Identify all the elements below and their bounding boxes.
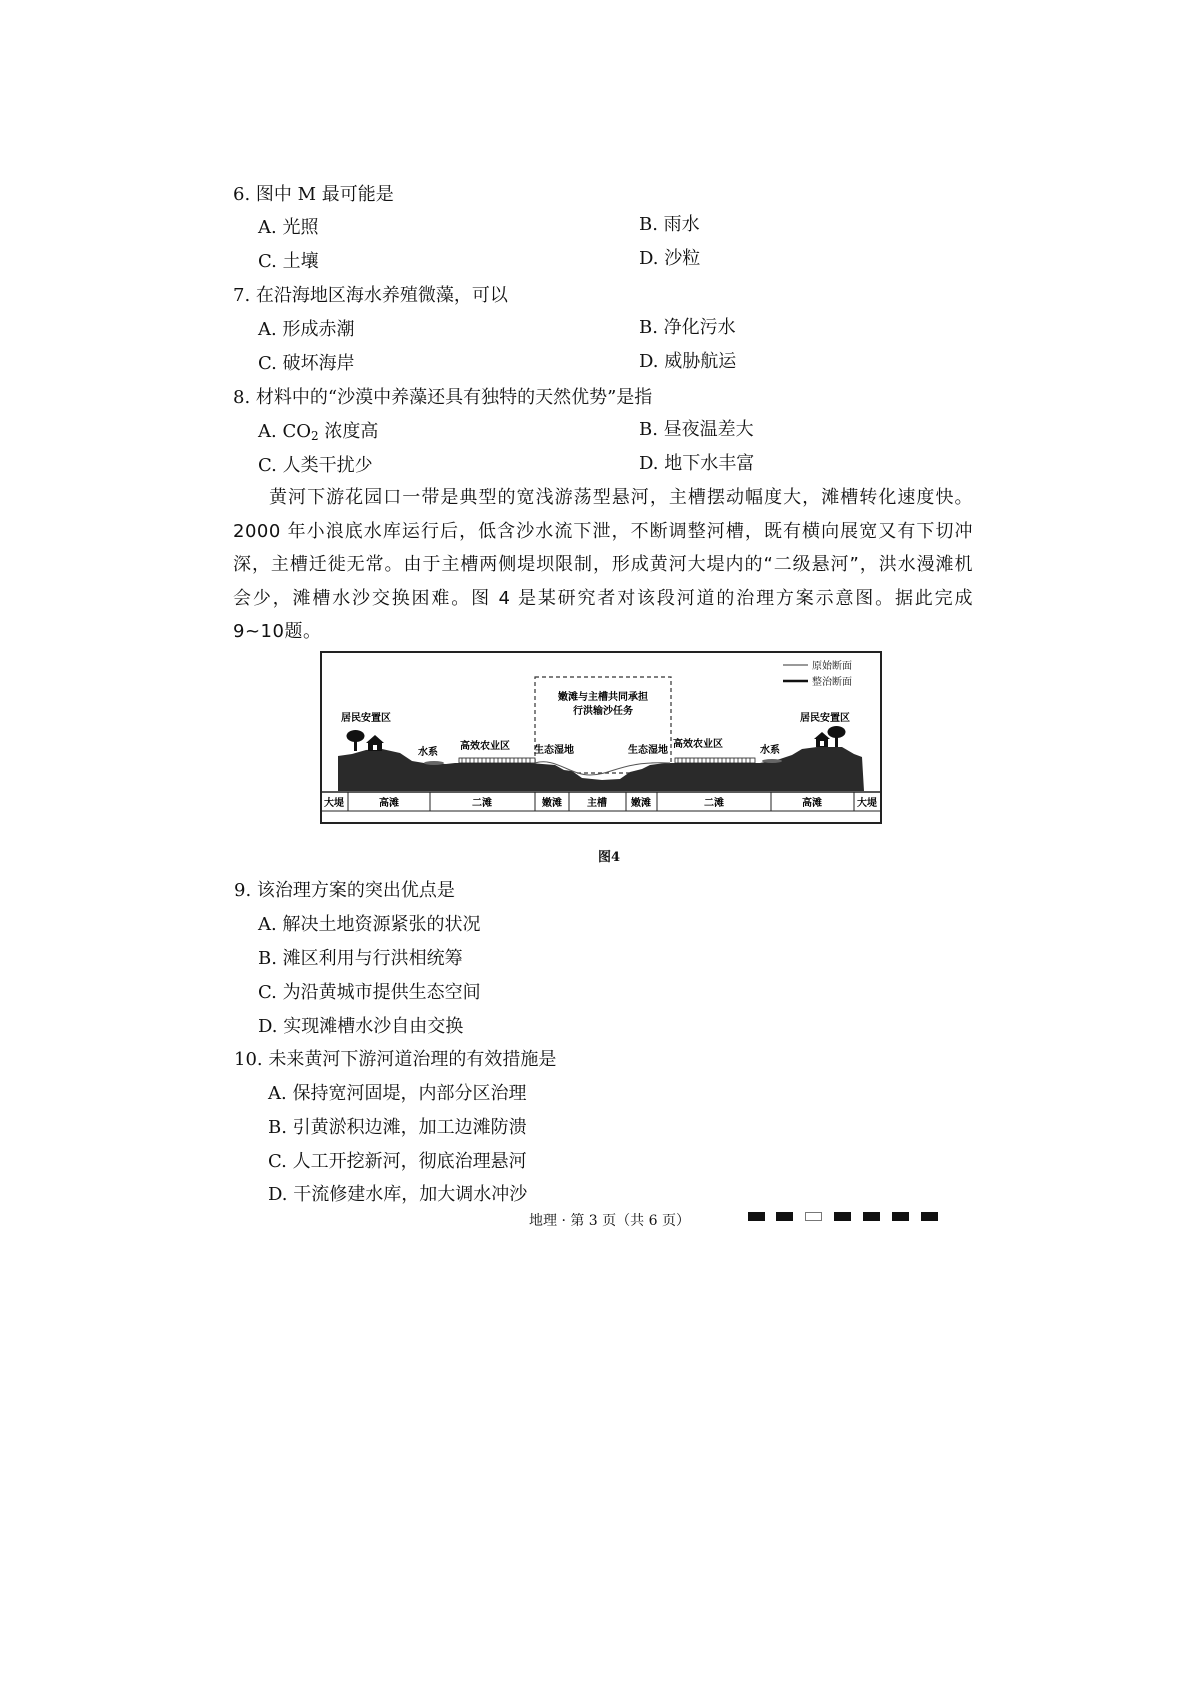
question-9-option-c: C. 为沿黄城市提供生态空间 [258,982,481,1003]
legend-original: 原始断面 [812,661,852,672]
zone-label: 嫩滩 [542,798,562,809]
footer-mark [892,1212,909,1221]
question-6-option-b: B. 雨水 [639,214,700,235]
figure-caption: 图4 [598,850,621,865]
zone-label: 大堤 [857,798,877,809]
question-10-option-d: D. 干流修建水库，加大调水冲沙 [268,1184,528,1205]
question-8-option-a: A. $CO_2$ 浓度高 [258,421,379,443]
question-9-stem: 9. 该治理方案的突出优点是 [234,880,455,901]
label-residential-right: 居民安置区 [800,713,850,724]
question-7-option-d: D. 威胁航运 [639,351,737,372]
question-8-option-c: C. 人类干扰少 [258,455,373,476]
label-wetland-right: 生态湿地 [628,745,668,756]
question-10-option-c: C. 人工开挖新河，彻底治理悬河 [268,1151,527,1172]
question-8-option-b: B. 昼夜温差大 [639,419,754,440]
legend-governed: 整治断面 [812,677,852,688]
zone-label: 高滩 [379,798,399,809]
label-residential-left: 居民安置区 [341,713,391,724]
question-6-stem: 6. 图中 M 最可能是 [233,184,394,205]
page-footer: 地理 · 第 3 页（共 6 页） [529,1213,690,1229]
question-9-option-d: D. 实现滩槽水沙自由交换 [258,1016,464,1037]
question-9-option-b: B. 滩区利用与行洪相统筹 [258,948,463,969]
question-7-option-c: C. 破坏海岸 [258,353,355,374]
question-9-option-a: A. 解决土地资源紧张的状况 [258,914,481,935]
box-label-line1: 嫩滩与主槽共同承担 [558,692,648,703]
label-water-right: 水系 [760,745,780,756]
zone-label: 二滩 [472,798,492,809]
footer-mark [921,1212,938,1221]
zone-label: 高滩 [802,798,822,809]
zone-label: 二滩 [704,798,724,809]
label-farm-right: 高效农业区 [673,739,723,750]
footer-mark [834,1212,851,1221]
question-10-option-a: A. 保持宽河固堤，内部分区治理 [268,1083,527,1104]
footer-mark [805,1212,822,1221]
box-label-line2: 行洪输沙任务 [573,706,633,717]
question-8-option-d: D. 地下水丰富 [639,453,755,474]
footer-mark [776,1212,793,1221]
question-10-option-b: B. 引黄淤积边滩，加工边滩防溃 [268,1117,527,1138]
passage-text: 黄河下游花园口一带是典型的宽浅游荡型悬河，主槽摆动幅度大，滩槽转化速度快。2000 年小浪底水库运行后，低含沙水流下泄，不断调整河槽，既有横向展宽又有下切冲深，主槽迁徙无常。由于主槽两侧堤坝限制，形成黄河大堤内的“二级悬河”，洪水漫滩机会少，滩槽水沙交换困难。图 4 是某研究者对该段河道的治理方案示意图。据此完成 9~10题。 [233,487,973,642]
zone-label: 主槽 [587,798,607,809]
question-10-stem: 10. 未来黄河下游河道治理的有效措施是 [234,1049,557,1070]
question-6-option-d: D. 沙粒 [639,248,701,269]
question-7-option-a: A. 形成赤潮 [258,319,355,340]
question-7-stem: 7. 在沿海地区海水养殖微藻，可以 [233,285,508,306]
label-wetland-left: 生态湿地 [534,745,574,756]
zone-label: 嫩滩 [631,798,651,809]
label-water-left: 水系 [418,747,438,758]
question-6-option-a: A. 光照 [258,217,319,238]
question-8-stem: 8. 材料中的“沙漠中养藻还具有独特的天然优势”是指 [233,387,653,408]
zone-label: 大堤 [324,798,344,809]
footer-mark [748,1212,765,1221]
question-7-option-b: B. 净化污水 [639,317,736,338]
label-farm-left: 高效农业区 [460,741,510,752]
footer-mark [863,1212,880,1221]
river-cross-section-diagram [320,651,882,824]
question-6-option-c: C. 土壤 [258,251,319,272]
